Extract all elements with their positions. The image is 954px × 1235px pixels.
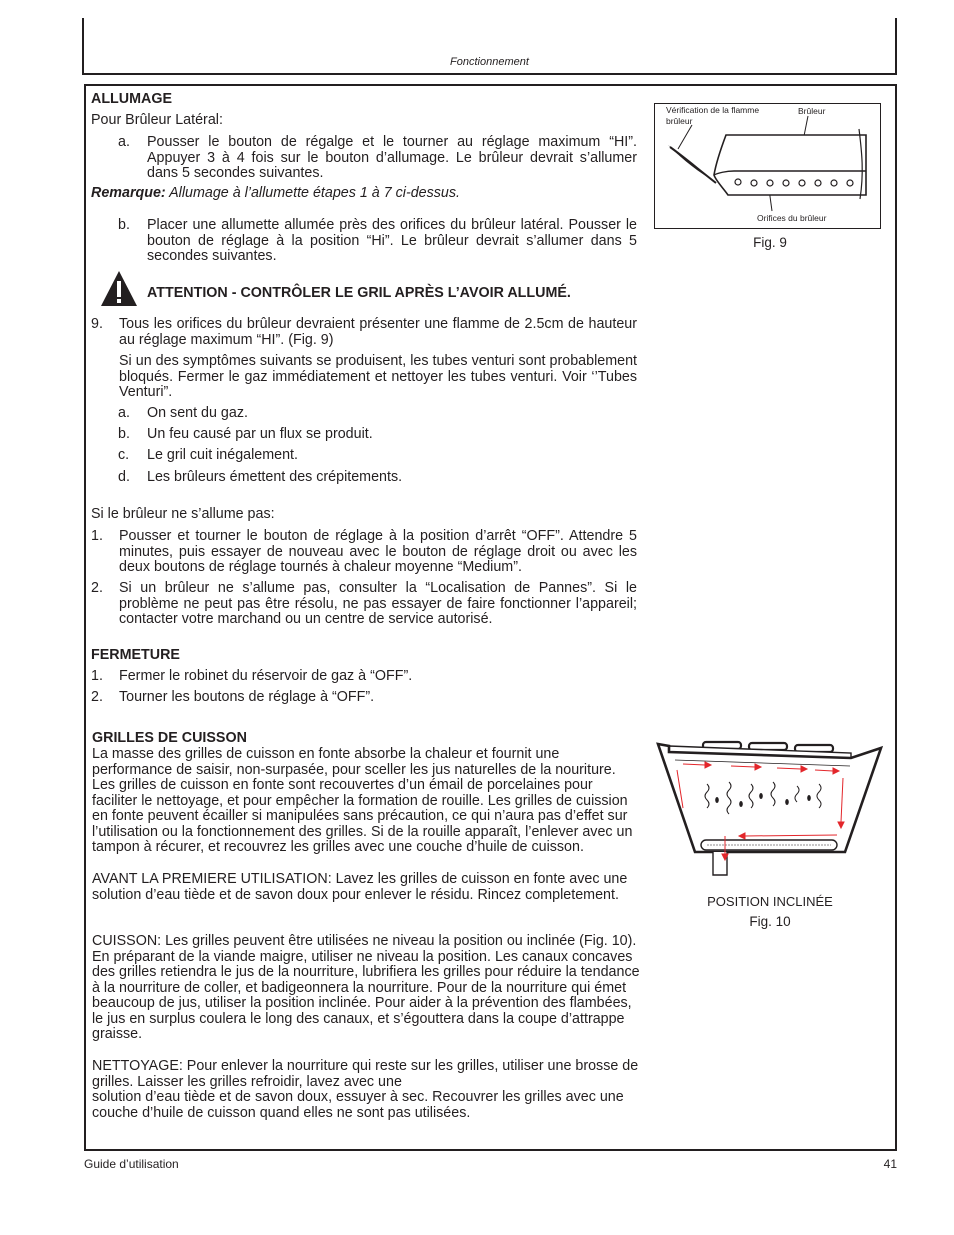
fermeture-1-text: Fermer le robinet du réservoir de gaz à “OFF”. xyxy=(119,668,413,684)
step-9-paragraph: Si un des symptômes suivants se produisent, les tubes venturi sont probablement bloqués. Fermer le gaz immédiatement et nettoyer les tubes venturi. Voir ‘’Tubes Venturi”. xyxy=(119,353,637,400)
fermeture-2-label: 2. xyxy=(91,689,103,705)
page-section-title: Fonctionnement xyxy=(450,56,529,68)
symptom-d-text: Les brûleurs émettent des crépitements. xyxy=(147,469,403,485)
note-label: Remarque: xyxy=(91,185,166,201)
warning-icon xyxy=(100,270,138,308)
fig-10-caption: Fig. 10 xyxy=(749,914,791,929)
fig9-label-orifices: Orifices du brûleur xyxy=(757,213,827,223)
heading-allumage: ALLUMAGE xyxy=(91,91,173,107)
heading-grilles: GRILLES DE CUISSON xyxy=(92,730,247,746)
fig9-label-flame-2: brûleur xyxy=(666,116,693,126)
fig-10-position-label: POSITION INCLINÉE xyxy=(707,894,833,909)
no-ignite-2-label: 2. xyxy=(91,580,103,596)
symptom-d-label: d. xyxy=(118,469,130,485)
symptom-a-label: a. xyxy=(118,405,130,421)
fig-10-inclined-grate-diagram xyxy=(655,740,885,898)
warning-text: ATTENTION - CONTRÔLER LE GRIL APRÈS L’AVOIR ALLUMÉ. xyxy=(147,285,571,301)
fig-9-caption: Fig. 9 xyxy=(753,235,787,250)
grilles-paragraph-4 xyxy=(92,1059,640,1121)
fig-9-burner-diagram xyxy=(654,103,881,229)
step-b-label: b. xyxy=(118,217,130,233)
subtitle-side-burner: Pour Brûleur Latéral: xyxy=(91,112,223,128)
heading-fermeture: FERMETURE xyxy=(91,647,180,663)
step-a-text: Pousser le bouton de régalge et le tourner au réglage maximum “HI”. Appuyer 3 à 4 fois sur le bouton d’allumage. Le brûleur devrait s’allumer dans 5 secondes suivantes. xyxy=(147,134,637,181)
fermeture-1-label: 1. xyxy=(91,668,103,684)
fermeture-2-text: Tourner les boutons de réglage à “OFF”. xyxy=(119,689,375,705)
grilles-paragraph-1: La masse des grilles de cuisson en fonte absorbe la chaleur et fournit une performance de saisir, non-surpasée, pour sceller les jus naturelles de la nouriture. Les grilles de cuisson en fonte sont recouvertes d’un émail de porcelaines pour faciliter le nettoyage, et pour empêcher la formation de rouille. Les grilles de cuission en fonte peuvent écailler si manipulées sans précaution, ce qui n’aura pas d’effet sur l’utilisation ou la fonctionnement des grilles. Si de la rouille apparaît, l’enlever avec un tampon à récurer, et recouvrez les grilles avec une couche d’huile de cuisson. xyxy=(92,746,633,855)
symptom-a-text: On sent du gaz. xyxy=(147,405,248,421)
fig9-label-flame-1: Vérification de la flamme xyxy=(666,105,760,115)
step-9-label: 9. xyxy=(91,316,103,332)
symptom-c-text: Le gril cuit inégalement. xyxy=(147,447,298,463)
grilles-paragraph-2: AVANT LA PREMIERE UTILISATION: Lavez les grilles de cuisson en fonte avec une solution d’eau tiède et de savon doux pour enlever le résidu. Rincez completement. xyxy=(92,871,628,903)
step-9-text: Tous les orifices du brûleur devraient présenter une flamme de 2.5cm de hauteur au réglage maximum “HI”. (Fig. 9) xyxy=(119,316,637,348)
symptom-b-label: b. xyxy=(118,426,130,442)
no-ignite-1-text: Pousser et tourner le bouton de réglage à la position d’arrêt “OFF”. Attendre 5 minutes, puis essayer de nouveau avec le bouton de réglage droit ou avec les deux boutons de réglage tournés à chaleur moyenne “Medium”. xyxy=(119,528,637,575)
note xyxy=(91,186,637,202)
footer-page-number: 41 xyxy=(883,1157,897,1171)
symptom-c-label: c. xyxy=(118,447,130,463)
note-text: Allumage à l’allumette étapes 1 à 7 ci-dessus. xyxy=(165,185,460,201)
no-ignite-title: Si le brûleur ne s’allume pas: xyxy=(91,506,275,522)
no-ignite-1-label: 1. xyxy=(91,528,103,544)
grilles-paragraph-3: CUISSON: Les grilles peuvent être utilisées ne niveau la position ou inclinée (Fig. 10). En préparant de la viande maigre, utiliser ne niveau la position. Les canaux concaves des grilles retiendra le jus de la nourriture, lubrifiera les grilles pour réduire la tendance à la nourriture de coller, et badigeonnera la nourriture. Pour de la nourriture qui émet beaucoup de jus, utiliser la position inclinée. Pour aider à la prévention des flambées, le jus en surplus coulera le long des canaux, et s’égouttera dans la coupe d’attrappe graisse. xyxy=(92,933,640,1042)
step-b-text: Placer une allumette allumée près des orifices du brûleur latéral. Pousser le bouton de réglage à la position “Hi”. Le brûleur devrait s’allumer dans 5 secondes suivantes. xyxy=(147,217,637,264)
symptom-b-text: Un feu causé par un flux se produit. xyxy=(147,426,373,442)
fig9-label-burner: Brûleur xyxy=(798,106,826,116)
grilles-paragraph-4-line-1: NETTOYAGE: Pour enlever la nourriture qui reste sur les grilles, utiliser une brosse de grilles. Laisser les grilles refroidir, lavez avec une xyxy=(92,1058,639,1090)
footer-guide-title: Guide d’utilisation xyxy=(84,1157,179,1171)
no-ignite-2-text: Si un brûleur ne s’allume pas, consulter la “Localisation de Pannes”. Si le problème ne peut pas être résolu, ne pas essayer de faire fonctionner l’appareil; contacter votre marchand ou un centre de service autorisé. xyxy=(119,580,637,627)
step-a-label: a. xyxy=(118,134,130,150)
grilles-paragraph-4-line-2: solution d’eau tiède et de savon doux, essuyer à sec. Recouvrer les grilles avec une couche d’huile de cuisson quand elles ne sont pas utilisées. xyxy=(92,1089,624,1121)
